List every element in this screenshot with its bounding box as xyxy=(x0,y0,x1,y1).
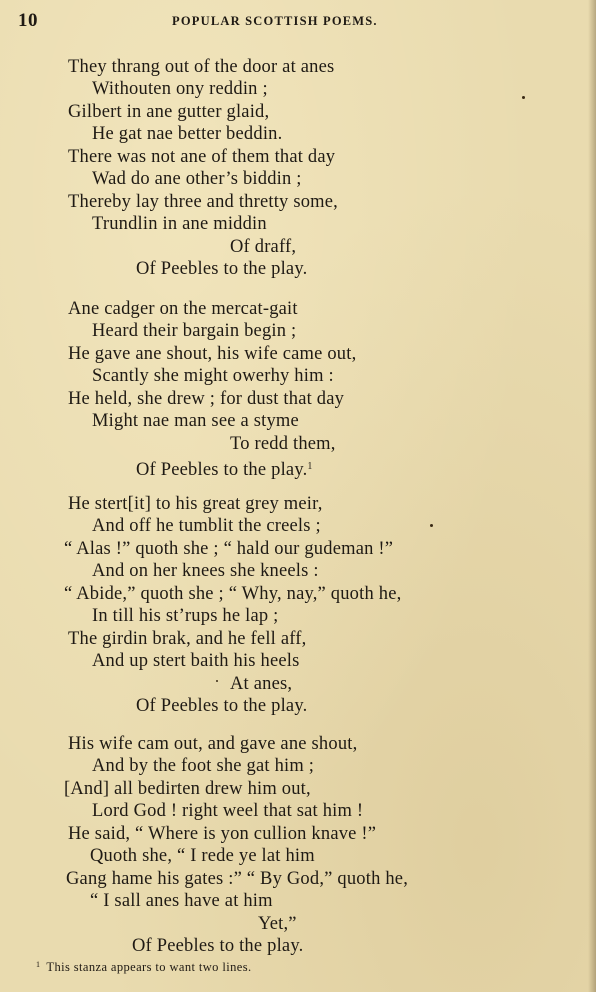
poem-line: And up stert baith his heels xyxy=(92,651,300,671)
ink-speck xyxy=(216,680,218,682)
poem-line: He held, she drew ; for dust that day xyxy=(68,389,345,409)
poem-line: His wife cam out, and gave ane shout, xyxy=(68,734,358,754)
poem-line: He gat nae better beddin. xyxy=(92,124,283,144)
poem-line: Thereby lay three and thretty some, xyxy=(68,192,339,212)
poem-line: At anes, xyxy=(230,674,293,694)
poem-line: Scantly she might owerhy him : xyxy=(92,366,334,386)
poem-line: Heard their bargain begin ; xyxy=(92,321,297,341)
poem-line: There was not ane of them that day xyxy=(68,147,336,167)
poem-line: “ I sall anes have at him xyxy=(90,891,273,911)
footnote-reference: 1 xyxy=(307,461,313,472)
footnote-text: This stanza appears to want two lines. xyxy=(46,960,252,974)
poem-line: To redd them, xyxy=(230,434,336,454)
footnote-marker: 1 xyxy=(36,960,41,969)
footnote xyxy=(36,960,252,975)
poem-line: Lord God ! right weel that sat him ! xyxy=(92,801,364,821)
poem-line: He stert[it] to his great grey meir, xyxy=(68,494,323,514)
ink-speck xyxy=(430,524,433,527)
running-title: POPULAR SCOTTISH POEMS. xyxy=(172,14,378,28)
poem-line-text: Of Peebles to the play. xyxy=(136,460,308,480)
poem-line: And off he tumblit the creels ; xyxy=(92,516,321,536)
poem-line: And by the foot she gat him ; xyxy=(92,756,315,776)
poem-line: “ Abide,” quoth she ; “ Why, nay,” quoth he, xyxy=(64,584,402,604)
poem-line: [And] all bedirten drew him out, xyxy=(64,779,311,799)
poem-line: They thrang out of the door at anes xyxy=(68,57,335,77)
poem-line: He said, “ Where is yon cullion knave !” xyxy=(68,824,377,844)
poem-line: In till his st’rups he lap ; xyxy=(92,606,279,626)
poem-line: He gave ane shout, his wife came out, xyxy=(68,344,357,364)
poem-line: Of Peebles to the play. xyxy=(132,936,304,956)
poem-line: “ Alas !” quoth she ; “ hald our gudeman !” xyxy=(64,539,394,559)
poem-line: Wad do ane other’s biddin ; xyxy=(92,169,302,189)
page-edge-shadow xyxy=(588,0,596,992)
poem-line: Of draff, xyxy=(230,237,297,257)
page-header xyxy=(0,10,596,34)
poem-line: Of Peebles to the play. xyxy=(136,696,308,716)
poem-line: Of Peebles to the play. xyxy=(136,259,308,279)
poem-line xyxy=(136,456,313,481)
page-number: 10 xyxy=(18,10,38,31)
poem-line: Quoth she, “ I rede ye lat him xyxy=(90,846,315,866)
poem-line: Yet,” xyxy=(258,914,297,934)
poem-line: And on her knees she kneels : xyxy=(92,561,319,581)
ink-speck xyxy=(522,96,525,99)
poem-line: Might nae man see a styme xyxy=(92,411,299,431)
poem-line: Ane cadger on the mercat-gait xyxy=(68,299,298,319)
poem-line: Gang hame his gates :” “ By God,” quoth he, xyxy=(66,869,409,889)
poem-line: Gilbert in ane gutter glaid, xyxy=(68,102,270,122)
poem-line: The girdin brak, and he fell aff, xyxy=(68,629,307,649)
poem-line: Withouten ony reddin ; xyxy=(92,79,268,99)
poem-line: Trundlin in ane middin xyxy=(92,214,267,234)
